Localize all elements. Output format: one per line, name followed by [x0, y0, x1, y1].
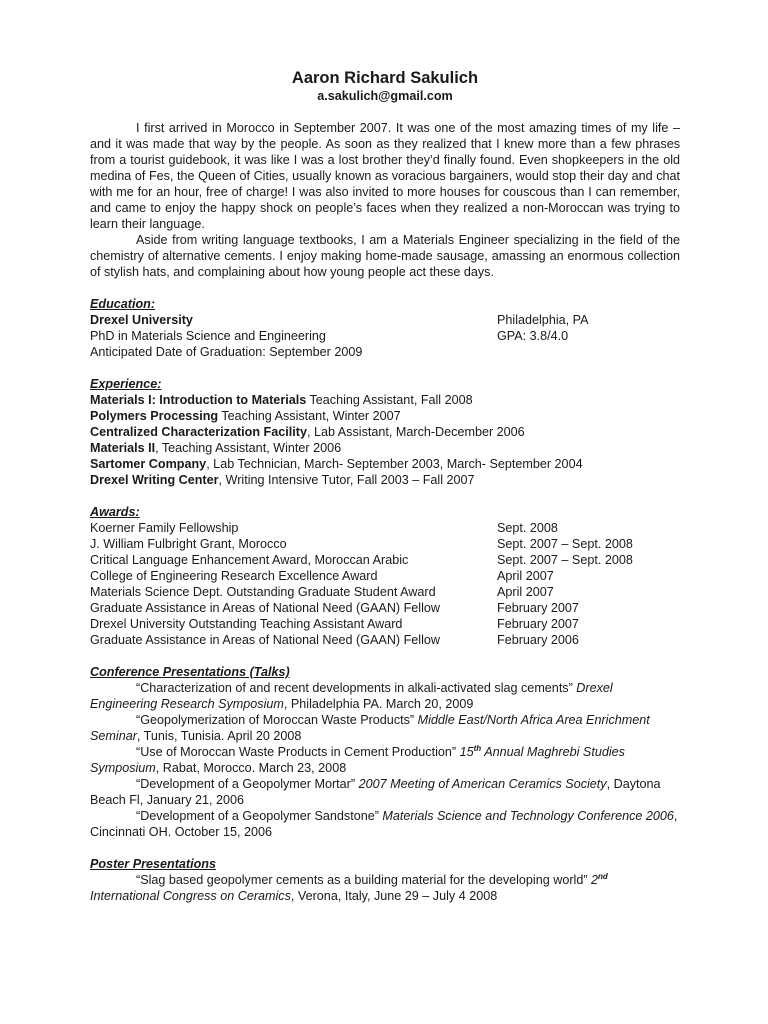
talk-venue: Materials Science and Technology Conference 2006 [378, 809, 674, 823]
resume-name: Aaron Richard Sakulich [291, 69, 479, 87]
awards-section [90, 504, 680, 648]
experience-list [90, 392, 680, 488]
talk-item [90, 776, 680, 808]
award-row [90, 552, 680, 568]
experience-item-detail: Teaching Assistant, Fall 2008 [306, 393, 473, 407]
education-school: Drexel University [90, 313, 193, 327]
poster-item [90, 872, 680, 904]
award-row [90, 632, 680, 648]
talk-venue: 15 [456, 745, 474, 759]
education-graduation: Anticipated Date of Graduation: September 2009 [90, 345, 363, 359]
talk-venue: Middle East/North Africa Area Enrichment Seminar [90, 713, 650, 743]
experience-item [90, 392, 680, 408]
talk-item [90, 744, 680, 776]
experience-item-title: Materials II [90, 441, 156, 455]
talk-title: “Use of Moroccan Waste Products in Cement Production” [136, 745, 457, 759]
award-date: February 2006 [497, 633, 579, 647]
posters-section [90, 856, 680, 904]
talk-venue-cont: Annual Maghrebi Studies Symposium [90, 745, 625, 775]
talk-details: , Philadelphia PA. March 20, 2009 [283, 697, 474, 711]
experience-item-detail: , Lab Technician, March- September 2003, March- September 2004 [206, 457, 583, 471]
experience-item [90, 472, 680, 488]
poster-venue-cont: International Congress on Ceramics [90, 889, 291, 903]
education-degree: PhD in Materials Science and Engineering [90, 329, 326, 343]
talk-venue: 2007 Meeting of American Ceramics Society [355, 777, 607, 791]
award-date: Sept. 2007 – Sept. 2008 [497, 553, 633, 567]
talk-venue-ordinal: th [473, 743, 482, 753]
education-heading: Education: [90, 297, 156, 311]
education-row-degree [90, 328, 680, 344]
award-name: J. William Fulbright Grant, Morocco [90, 537, 287, 551]
education-section [90, 296, 680, 360]
resume-email: a.sakulich@gmail.com [317, 89, 453, 103]
talk-venue: Drexel Engineering Research Symposium [90, 681, 613, 711]
talk-item [90, 808, 680, 840]
poster-venue-ordinal: nd [598, 871, 608, 881]
experience-item-title: Materials I: Introduction to Materials [90, 393, 307, 407]
intro-paragraph-2: Aside from writing language textbooks, I am a Materials Engineer specializing in the field of the chemistry of alternative cements. I enjoy making home-made sausage, amassing an enormous collection of stylish hats, and complaining about how young people act these days. [90, 233, 680, 279]
awards-list [90, 520, 680, 648]
award-row [90, 616, 680, 632]
experience-item [90, 456, 680, 472]
experience-item-title: Polymers Processing [90, 409, 219, 423]
award-name: Graduate Assistance in Areas of National Need (GAAN) Fellow [90, 601, 440, 615]
experience-item [90, 408, 680, 424]
award-date: Sept. 2007 – Sept. 2008 [497, 537, 633, 551]
talk-details: , Tunis, Tunisia. April 20 2008 [136, 729, 302, 743]
talk-title: “Development of a Geopolymer Mortar” [136, 777, 356, 791]
award-row [90, 568, 680, 584]
award-name: Critical Language Enhancement Award, Moroccan Arabic [90, 553, 409, 567]
experience-heading: Experience: [90, 377, 162, 391]
talk-title: “Characterization of and recent developments in alkali-activated slag cements” [136, 681, 573, 695]
talks-section [90, 664, 680, 840]
poster-title: “Slag based geopolymer cements as a building material for the developing world” [136, 873, 588, 887]
award-name: Drexel University Outstanding Teaching Assistant Award [90, 617, 403, 631]
experience-section [90, 376, 680, 488]
award-name: Graduate Assistance in Areas of National Need (GAAN) Fellow [90, 633, 440, 647]
education-location: Philadelphia, PA [497, 313, 589, 327]
experience-item-detail: Teaching Assistant, Winter 2007 [218, 409, 401, 423]
posters-heading: Poster Presentations [90, 857, 216, 871]
award-name: College of Engineering Research Excellence Award [90, 569, 378, 583]
talk-title: “Geopolymerization of Moroccan Waste Products” [136, 713, 415, 727]
award-date: February 2007 [497, 601, 579, 615]
awards-heading: Awards: [90, 505, 140, 519]
award-date: February 2007 [497, 617, 579, 631]
talk-item [90, 680, 680, 712]
education-row-school [90, 312, 680, 328]
experience-item-title: Sartomer Company [90, 457, 207, 471]
award-row [90, 584, 680, 600]
experience-item [90, 440, 680, 456]
award-date: Sept. 2008 [497, 521, 558, 535]
experience-item [90, 424, 680, 440]
award-row [90, 520, 680, 536]
experience-item-detail: , Teaching Assistant, Winter 2006 [155, 441, 342, 455]
award-row [90, 536, 680, 552]
posters-list [90, 872, 680, 904]
talk-details: , Cincinnati OH. October 15, 2006 [90, 809, 678, 839]
experience-item-title: Centralized Characterization Facility [90, 425, 307, 439]
poster-details: , Verona, Italy, June 29 – July 4 2008 [290, 889, 498, 903]
talk-item [90, 712, 680, 744]
intro-paragraph-1: I first arrived in Morocco in September 2007. It was one of the most amazing times of my life – and it was made that way by the people. As soon as they realized that I knew more than a few phrases from a tourist guidebook, it was like I was a lost brother they’d finally found. Even shopkeepers in the old medina of Fes, the Queen of Cities, usually known as voracious bargainers, would stop their day and chat with me for an hour, free of charge! I was also invited to more houses for couscous than I can remember, and came to enjoy the happy shock on people’s faces when they realized a non-Moroccan was trying to learn their language. [90, 121, 680, 231]
experience-item-detail: , Lab Assistant, March-December 2006 [306, 425, 525, 439]
experience-item-title: Drexel Writing Center [90, 473, 219, 487]
experience-item-detail: , Writing Intensive Tutor, Fall 2003 – Fall 2007 [218, 473, 475, 487]
award-name: Koerner Family Fellowship [90, 521, 239, 535]
talk-details: , Rabat, Morocco. March 23, 2008 [155, 761, 347, 775]
talks-heading: Conference Presentations (Talks) [90, 665, 290, 679]
education-gpa: GPA: 3.8/4.0 [497, 329, 569, 343]
award-name: Materials Science Dept. Outstanding Graduate Student Award [90, 585, 436, 599]
poster-venue: 2 [587, 873, 599, 887]
award-row [90, 600, 680, 616]
talks-list [90, 680, 680, 840]
award-date: April 2007 [497, 585, 554, 599]
talk-details: , Daytona Beach Fl, January 21, 2006 [90, 777, 661, 807]
award-date: April 2007 [497, 569, 554, 583]
talk-title: “Development of a Geopolymer Sandstone” [136, 809, 379, 823]
